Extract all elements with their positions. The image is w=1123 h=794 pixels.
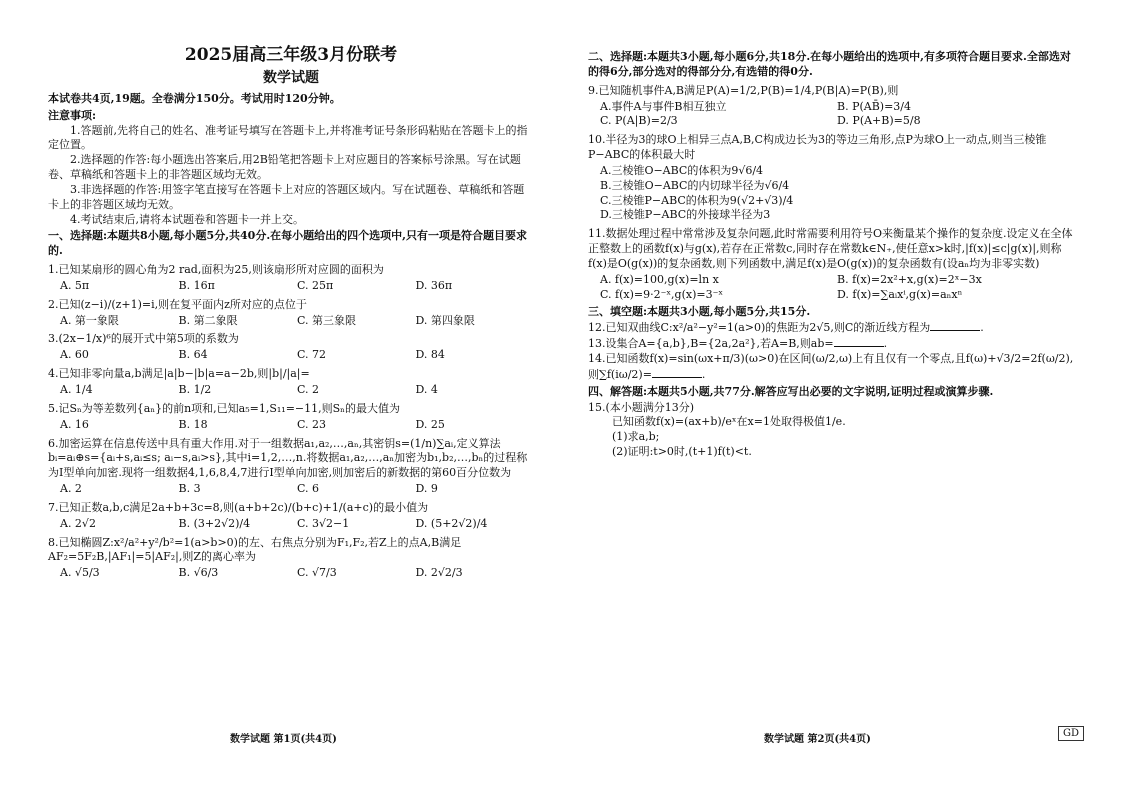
option-list (60, 348, 534, 363)
fill-question-end: . (701, 367, 706, 381)
question-stem: 6.加密运算在信息传送中具有重大作用.对于一组数据a₁,a₂,…,aₙ,其密钥s=(1/n)∑aᵢ,定义算法bᵢ=aᵢ⊕s={aᵢ+s,aᵢ≤s; aᵢ−s,aᵢ>s},其中i=1,2,…,n.将数据a₁,a₂,…,aₙ加密为b₁,b₂,…,bₙ的过程称为I型单向加密.现将一组数据4,1,6,8,4,7进行I型单向加密,则加密后的新数据的第60百分位数为 (48, 436, 528, 480)
answer-option: C. 第三象限 (297, 313, 357, 327)
question-list-left (48, 263, 534, 581)
option-list (60, 566, 534, 581)
exam-subtitle: 数学试题 (263, 69, 319, 86)
fill-question (588, 336, 1074, 352)
question-stem: 9.已知随机事件A,B满足P(A)=1/2,P(B)=1/4,P(B|A)=P(B),则 (588, 83, 899, 97)
answer-option: C. 6 (297, 482, 320, 496)
section-heading-3: 三、填空题:本题共3小题,每小题5分,共15分. (588, 304, 811, 318)
question-15-part: (2)证明:t>0时,(t+1)f(t)<t. (612, 445, 752, 459)
answer-blank (652, 367, 702, 378)
fill-question (588, 320, 1074, 336)
answer-option: D. 25 (415, 417, 445, 431)
exam-intro: 本试卷共4页,19题。全卷满分150分。考试用时120分钟。 (48, 91, 341, 105)
answer-option: D. f(x)=∑aᵢxⁱ,g(x)=aₙxⁿ (837, 287, 963, 301)
section-heading-4: 四、解答题:本题共5小题,共77分.解答应写出必要的文字说明,证明过程或演算步骤. (588, 384, 994, 398)
option-list (60, 517, 534, 532)
answer-option: B. 64 (178, 348, 208, 362)
section-heading-2: 二、选择题:本题共3小题,每小题6分,共18分.在每小题给出的选项中,有多项符合题目要求.全部选对的得6分,部分选对的得部分分,有选错的得0分. (588, 50, 1071, 78)
answer-option: A.事件A与事件B相互独立 (600, 99, 727, 113)
answer-option: D. 第四象限 (415, 313, 475, 327)
question-stem: 4.已知非零向量a,b满足|a|b−|b|a=a−2b,则|b|/|a|= (48, 367, 310, 381)
answer-option: D. 84 (415, 348, 445, 362)
answer-option: B. P(AB̄)=3/4 (837, 99, 912, 113)
answer-option: A. 第一象限 (60, 313, 119, 327)
question-stem: 11.数据处理过程中常常涉及复杂问题,此时常需要利用符号O来衡量某个操作的复杂度.设定义在全体正整数上的函数f(x)与g(x),若存在正常数c,同时存在常数k∈N₊,使任意x>k时,|f(x)|≤c|g(x)|,则称f(x)是O(g(x))的复杂函数,则下列函数中,满足f(x)是O(g(x))的复杂函数有(设aₙ均为非零实数) (588, 227, 1073, 270)
answer-option: B. (3+2√2)/4 (178, 516, 251, 530)
option-list (60, 314, 534, 329)
answer-option: A. f(x)=100,g(x)=ln x (600, 272, 719, 286)
answer-option: D. 4 (415, 383, 438, 397)
fill-question-end: . (980, 321, 984, 335)
question-stem: 3.(2x−1/x)⁶的展开式中第5项的系数为 (48, 332, 239, 346)
question-item (48, 536, 534, 582)
answer-option: C.三棱锥P−ABC的体积为9(√2+√3)/4 (600, 193, 794, 207)
answer-option: A. 60 (60, 348, 89, 362)
question-item (48, 332, 534, 363)
fill-question-list (588, 320, 1074, 382)
question-stem: 8.已知椭圆Z:x²/a²+y²/b²=1(a>b>0)的左、右焦点分别为F₁,F₂,若Z上的点A,B满足AF₂=5F₂B,|AF₁|=5|AF₂|,则Z的离心率为 (48, 535, 462, 564)
question-item (48, 298, 534, 329)
answer-option: C. 23 (297, 417, 327, 431)
question-stem: 10.半径为3的球O上相异三点A,B,C构成边长为3的等边三角形,点P为球O上一动点,则当三棱锥P−ABC的体积最大时 (588, 133, 1047, 162)
answer-option: A. 5π (60, 278, 90, 292)
answer-blank (834, 336, 884, 347)
answer-option: A. 2√2 (60, 516, 96, 530)
fill-question-stem: 13.设集合A={a,b},B={2a,2a²},若A=B,则ab= (588, 337, 834, 351)
question-item (48, 367, 534, 398)
option-list (600, 273, 1074, 303)
fill-question-end: . (883, 337, 888, 351)
question-item (588, 84, 1074, 130)
answer-option: B. f(x)=2x²+x,g(x)=2ˣ−3x (837, 272, 982, 286)
option-list (60, 418, 534, 433)
answer-option: D. 9 (415, 482, 438, 496)
answer-option: C. f(x)=9·2⁻ˣ,g(x)=3⁻ˣ (600, 287, 724, 301)
page-footer-left: 数学试题 第1页(共4页) (230, 734, 337, 745)
note-item: 1.答题前,先将自己的姓名、准考证号填写在答题卡上,并将准考证号条形码粘贴在答题卡上的指定位置。 (48, 123, 528, 152)
section-heading-1: 一、选择题:本题共8小题,每小题5分,共40分.在每小题给出的四个选项中,只有一项是符合题目要求的. (48, 229, 527, 258)
answer-option: A. √5/3 (60, 566, 100, 580)
question-item (588, 133, 1074, 223)
fill-question-stem: 12.已知双曲线C:x²/a²−y²=1(a>0)的焦距为2√5,则C的渐近线方程为 (588, 321, 931, 335)
option-list (60, 279, 534, 294)
answer-option: B. 第二象限 (178, 313, 238, 327)
answer-option: C. 25π (297, 278, 334, 292)
question-15-stem: 已知函数f(x)=(ax+b)/eˣ在x=1处取得极值1/e. (612, 415, 846, 429)
note-item: 2.选择题的作答:每小题选出答案后,用2B铅笔把答题卡上对应题目的答案标号涂黑。写在试题卷、草稿纸和答题卡上的非答题区域均无效。 (48, 153, 521, 182)
answer-option: B.三棱锥O−ABC的内切球半径为√6/4 (600, 178, 790, 192)
answer-option: B. √6/3 (178, 566, 219, 580)
question-stem: 2.已知(z−i)/(z+1)=i,则在复平面内z所对应的点位于 (48, 297, 307, 311)
exam-title: 2025届高三年级3月份联考 (184, 45, 398, 65)
fill-question-stem: 14.已知函数f(x)=sin(ωx+π/3)(ω>0)在区间(ω/2,ω)上有且仅有一个零点,且f(ω)+√3/2=2f(ω/2),则∑f(iω/2)= (588, 352, 1074, 381)
answer-option: C. 72 (297, 348, 327, 362)
answer-option: D. 36π (415, 278, 453, 292)
right-column (588, 48, 1074, 460)
exam-code-box: GD (1058, 726, 1084, 741)
question-stem: 1.已知某扇形的圆心角为2 rad,面积为25,则该扇形所对应圆的面积为 (48, 263, 384, 277)
answer-option: B. 3 (178, 482, 201, 496)
question-stem: 7.已知正数a,b,c满足2a+b+3c=8,则(a+b+2c)/(b+c)+1/(a+c)的最小值为 (48, 500, 429, 514)
question-item (48, 263, 534, 294)
answer-option: B. 18 (178, 417, 208, 431)
answer-option: A. 16 (60, 417, 89, 431)
answer-option: B. 16π (178, 278, 215, 292)
option-list (600, 100, 1074, 130)
answer-blank (930, 320, 980, 331)
answer-option: C. 2 (297, 383, 320, 397)
left-column (48, 44, 534, 581)
question-item (48, 437, 534, 497)
note-item: 4.考试结束后,请将本试题卷和答题卡一并上交。 (70, 212, 304, 226)
answer-option: D. (5+2√2)/4 (415, 516, 488, 530)
answer-option: D.三棱锥P−ABC的外接球半径为3 (600, 208, 771, 222)
note-item: 3.非选择题的作答:用签字笔直接写在答题卡上对应的答题区域内。写在试题卷、草稿纸和答题卡上的非答题区域均无效。 (48, 182, 525, 211)
option-list (60, 383, 534, 398)
fill-question (588, 352, 1074, 383)
answer-option: A. 2 (60, 482, 82, 496)
answer-option: A. 1/4 (60, 383, 93, 397)
question-list-right (588, 84, 1074, 303)
answer-option: C. 3√2−1 (297, 516, 350, 530)
option-list (60, 482, 534, 497)
question-item (48, 402, 534, 433)
answer-option: A.三棱锥O−ABC的体积为9√6/4 (600, 163, 764, 177)
option-list (600, 164, 1074, 223)
answer-option: D. P(A+B)=5/8 (837, 114, 921, 128)
question-item (588, 227, 1074, 302)
question-15-part: (1)求a,b; (612, 430, 660, 444)
notes-heading: 注意事项: (48, 108, 97, 122)
answer-option: C. P(A|B)=2/3 (600, 114, 678, 128)
page-footer-right: 数学试题 第2页(共4页) (764, 734, 871, 745)
answer-option: B. 1/2 (178, 383, 212, 397)
question-stem: 5.记Sₙ为等差数列{aₙ}的前n项和,已知a₅=1,S₁₁=−11,则Sₙ的最大值为 (48, 401, 400, 415)
question-15-head: 15.(本小题满分13分) (588, 400, 695, 414)
answer-option: C. √7/3 (297, 566, 337, 580)
question-item (48, 501, 534, 532)
answer-option: D. 2√2/3 (415, 566, 463, 580)
